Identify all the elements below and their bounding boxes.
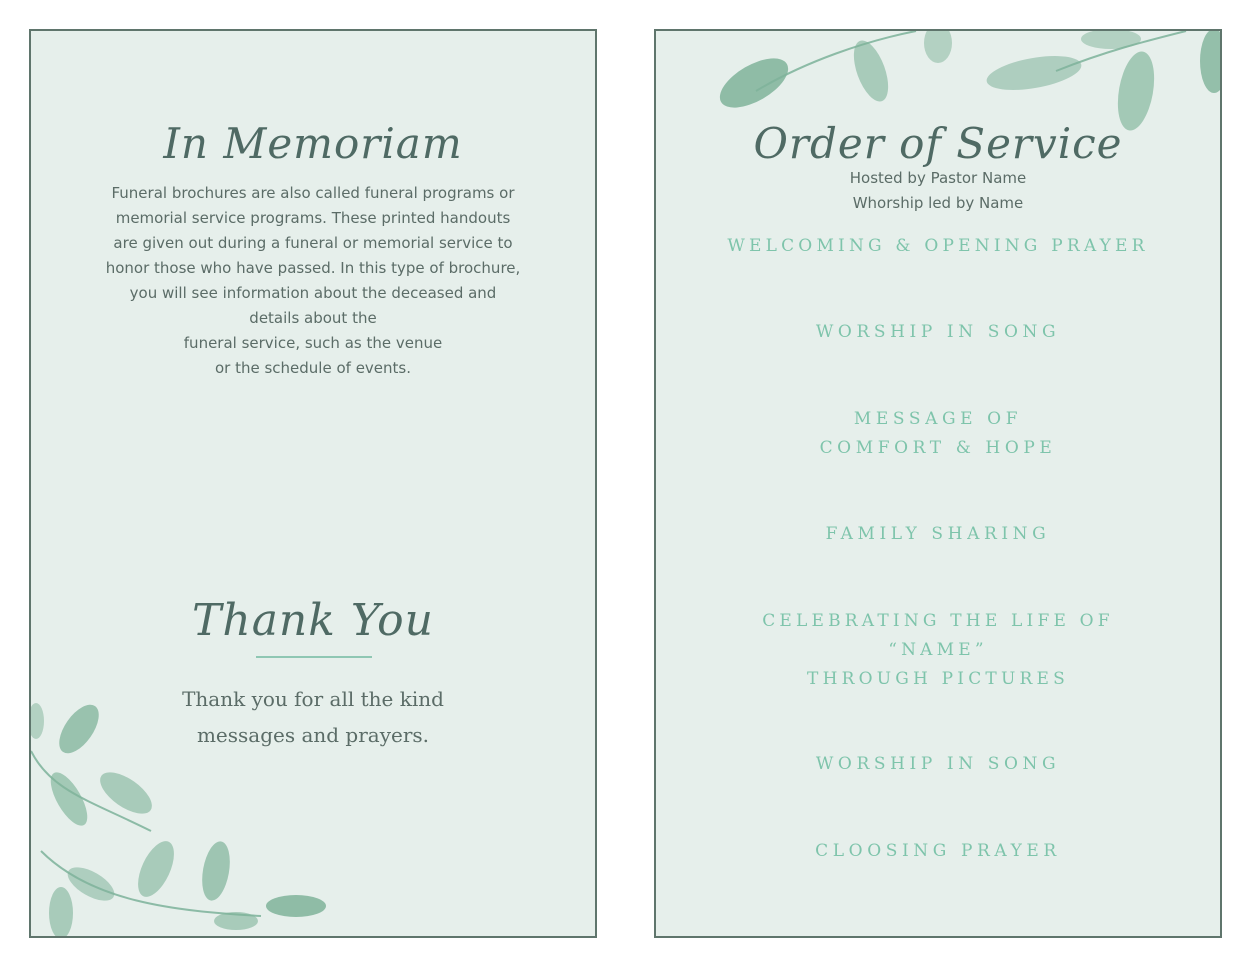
memoriam-line: or the schedule of events. [214, 359, 412, 377]
service-line: “NAME” [888, 640, 988, 660]
service-line: WORSHIP IN SONG [815, 754, 1061, 774]
service-item [656, 750, 1220, 779]
memoriam-line: funeral service, such as the venue [183, 334, 443, 352]
service-line: THROUGH PICTURES [807, 669, 1069, 689]
worship-led-by: Whorship led by Name [852, 194, 1024, 212]
service-item [656, 607, 1220, 694]
service-line: COMFORT & HOPE [819, 438, 1057, 458]
service-line: CELEBRATING THE LIFE OF [762, 611, 1114, 631]
memoriam-line: honor those who have passed. In this type of brochure, [105, 259, 521, 277]
memoriam-line: are given out during a funeral or memorial service to [113, 234, 513, 252]
divider [256, 656, 372, 658]
order-of-service-title: Order of Service [753, 119, 1123, 168]
thank-you-line: Thank you for all the kind [182, 687, 444, 711]
memoriam-description [91, 181, 535, 381]
memoriam-line: memorial service programs. These printed handouts [115, 209, 511, 227]
service-line: FAMILY SHARING [825, 524, 1051, 544]
in-memoriam-title: In Memoriam [163, 119, 463, 168]
memoriam-line: details about the [249, 309, 377, 327]
service-item [656, 837, 1220, 866]
service-line: MESSAGE OF [853, 409, 1023, 429]
order-of-service-page [654, 29, 1222, 938]
service-item [656, 232, 1220, 261]
eucalyptus-leaves-decoration [31, 681, 351, 938]
service-item [656, 520, 1220, 549]
thank-you-line: messages and prayers. [196, 723, 430, 747]
memoriam-line: you will see information about the deceased and [129, 284, 497, 302]
hosted-by: Hosted by Pastor Name [849, 169, 1027, 187]
service-item [656, 318, 1220, 347]
service-line: CLOOSING PRAYER [815, 841, 1061, 861]
service-line: WORSHIP IN SONG [815, 322, 1061, 342]
in-memoriam-page [29, 29, 597, 938]
thank-you-title: Thank You [192, 595, 434, 646]
memoriam-line: Funeral brochures are also called funeral programs or [111, 184, 515, 202]
service-item [656, 405, 1220, 463]
service-line: WELCOMING & OPENING PRAYER [727, 236, 1149, 256]
